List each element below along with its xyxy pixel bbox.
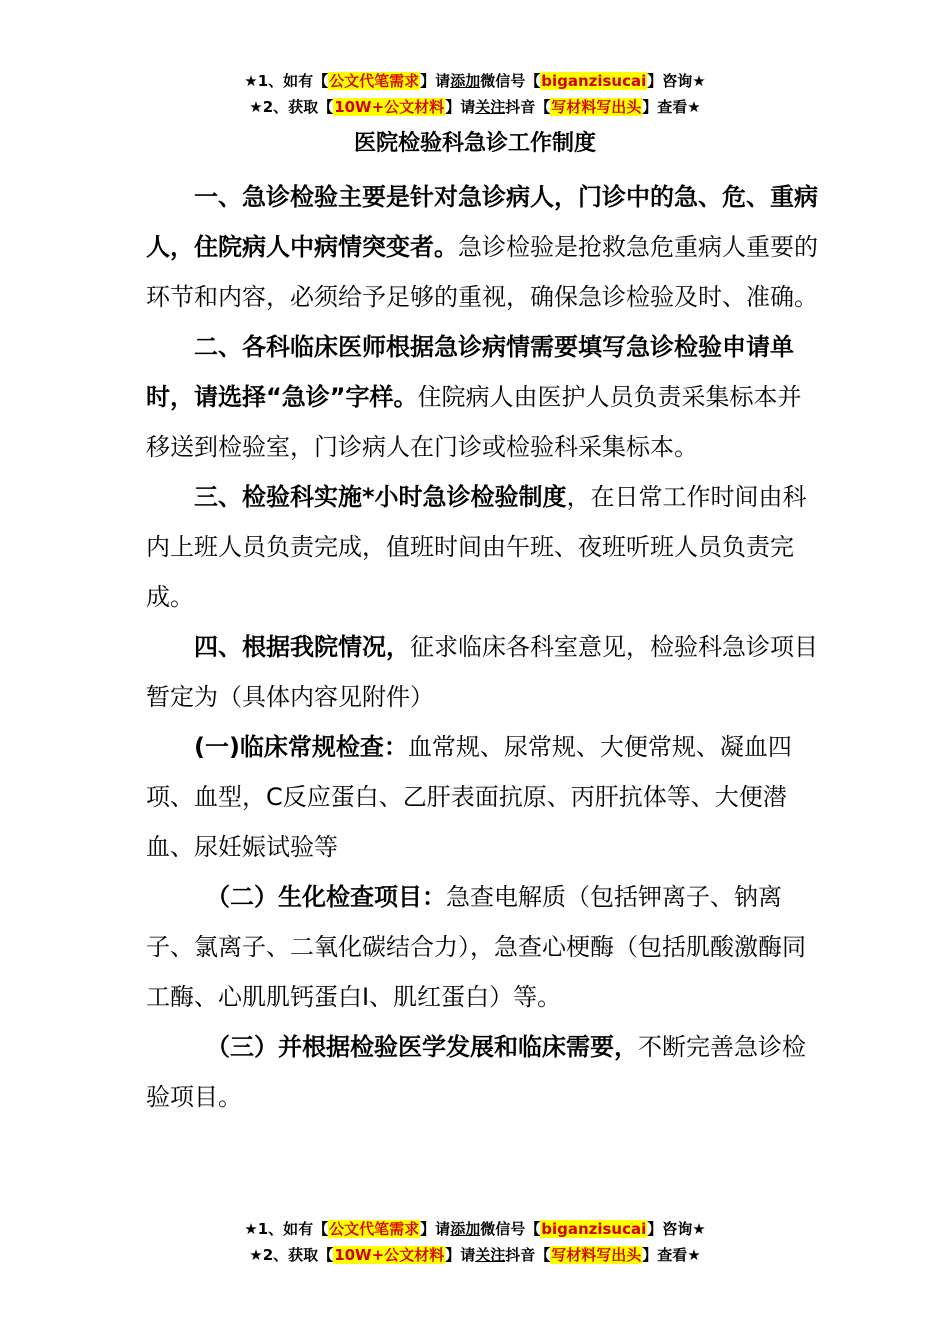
paragraph-4: 四、根据我院情况，征求临床各科室意见，检验科急诊项目暂定为（具体内容见附件）: [146, 633, 818, 711]
document-body: [146, 172, 818, 1122]
banner-line-2: ★2、获取【10W+公文材料】请关注抖音【写材料写出头】查看★: [249, 1246, 701, 1264]
paragraph-1: 一、急诊检验主要是针对急诊病人，门诊中的急、危、重病人，住院病人中病情突变者。急诊检验是抢救急危重病人重要的环节和内容，必须给予足够的重视，确保急诊检验及时、准确。: [146, 183, 818, 311]
banner-line-1: ★1、如有【公文代笔需求】请添加微信号【biganzisucai】咨询★: [244, 72, 706, 90]
banner-line-1: ★1、如有【公文代笔需求】请添加微信号【biganzisucai】咨询★: [244, 1220, 706, 1238]
highlight-text: 公文代笔需求: [329, 72, 420, 90]
highlight-text: 写材料写出头: [551, 98, 642, 116]
highlight-text: 10W+公文材料: [334, 98, 445, 116]
paragraph-7: （三）并根据检验医学发展和临床需要，不断完善急诊检验项目。: [146, 1033, 806, 1111]
paragraph-5: (一)临床常规检查：血常规、尿常规、大便常规、凝血四项、血型，C反应蛋白、乙肝表面抗原、丙肝抗体等、大便潜血、尿妊娠试验等: [146, 733, 792, 861]
highlight-text: 10W+公文材料: [334, 1246, 445, 1264]
paragraph-3: 三、检验科实施*小时急诊检验制度，在日常工作时间由科内上班人员负责完成，值班时间由午班、夜班听班人员负责完成。: [146, 483, 807, 611]
paragraph-2: 二、各科临床医师根据急诊病情需要填写急诊检验申请单时，请选择“急诊”字样。住院病人由医护人员负责采集标本并移送到检验室，门诊病人在门诊或检验科采集标本。: [146, 333, 802, 461]
highlight-text: 公文代笔需求: [329, 1220, 420, 1238]
highlight-text: biganzisucai: [541, 72, 647, 90]
highlight-text: biganzisucai: [541, 1220, 647, 1238]
paragraph-6: （二）生化检查项目：急查电解质（包括钾离子、钠离子、氯离子、二氧化碳结合力），急查心梗酶（包括肌酸激酶同工酶、心肌肌钙蛋白I、肌红蛋白）等。: [146, 883, 806, 1011]
document-title: 医院检验科急诊工作制度: [353, 131, 596, 156]
footer-banner: [0, 1216, 950, 1268]
banner-line-2: ★2、获取【10W+公文材料】请关注抖音【写材料写出头】查看★: [249, 98, 701, 116]
header-banner: [0, 68, 950, 120]
highlight-text: 写材料写出头: [551, 1246, 642, 1264]
